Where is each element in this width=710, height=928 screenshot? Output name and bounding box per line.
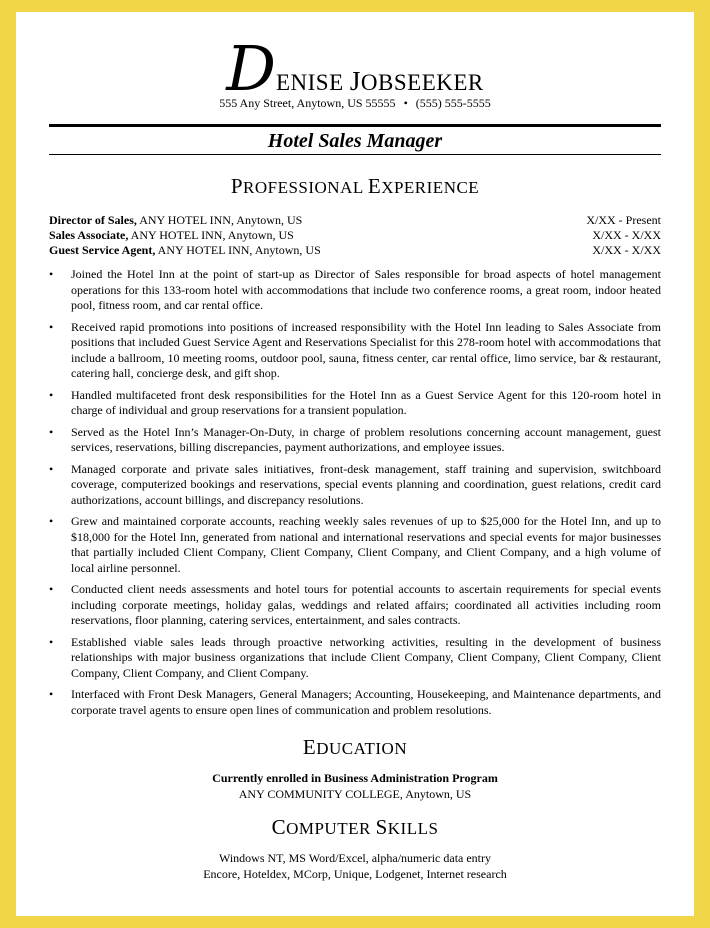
bullet-dot: • bbox=[49, 461, 54, 476]
phone: (555) 555-5555 bbox=[415, 96, 491, 110]
bullet-text: Managed corporate and private sales initiatives, front-desk management, staff training and supervision, switchboard coverage, computerized bookings and reservations, special events planning and coordination, guest relations, credit card authorizations, account billings, and discrepancy resolutions. bbox=[71, 461, 661, 507]
list-item bbox=[49, 514, 661, 576]
job-position bbox=[49, 228, 294, 243]
list-item bbox=[49, 462, 661, 509]
education-program: Currently enrolled in Business Administration Program bbox=[212, 771, 498, 785]
education-school: ANY COMMUNITY COLLEGE, Anytown, US bbox=[238, 786, 472, 801]
list-item bbox=[49, 388, 661, 419]
bullet-text: Handled multifaceted front desk responsibilities for the Hotel Inn as a Guest Service Agent for this 120-room hotel in charge of individual and group reservations for a transient population. bbox=[71, 387, 661, 417]
list-item bbox=[49, 635, 661, 682]
skills-line: Windows NT, MS Word/Excel, alpha/numeric data entry bbox=[218, 851, 492, 865]
address: 555 Any Street, Anytown, US 55555 bbox=[219, 96, 396, 110]
bullet-text: Conducted client needs assessments and hotel tours for potential accounts to ascertain requirements for special events including corporate meetings, holiday galas, weddings and related affairs; coordinated all activities including room reservations, floor planning, catering services, entertainment, and sales contracts. bbox=[71, 582, 661, 627]
section-title-experience bbox=[49, 174, 661, 199]
target-job-title: Hotel Sales Manager bbox=[267, 130, 443, 152]
experience-bullets bbox=[49, 267, 661, 724]
bullet-dot: • bbox=[49, 634, 54, 649]
list-item bbox=[49, 320, 661, 382]
job-title: Sales Associate, bbox=[49, 228, 129, 242]
bullet-text: Grew and maintained corporate accounts, reaching weekly sales revenues of up to $25,000 for the Hotel Inn, and up to $18,000 for the Hotel Inn, generated from national and international reservations and special events for major businesses that partially included Client Company, Client Company, Client Company, and Client Company, and a high volume of local airline personnel. bbox=[71, 514, 661, 575]
name-part-b: OBSEEKER bbox=[360, 70, 484, 95]
contact-line bbox=[49, 96, 661, 111]
job-position bbox=[49, 213, 302, 228]
education-block bbox=[49, 771, 661, 802]
bullet-text: Received rapid promotions into positions of increased responsibility with the Hotel Inn leading to Sales Associate from positions that included Guest Service Agent and Reservations Specialist for this 278-room hotel with accommodations that include a ballroom, 10 meeting rooms, outdoor pool, sauna, fitness center, car rental office, limo service, bar & restaurant, catering hall, concierge desk, and gift shop. bbox=[71, 319, 661, 380]
bullet-dot: • bbox=[49, 424, 54, 439]
section-rest: OMPUTER bbox=[286, 819, 376, 838]
section-cap: C bbox=[271, 815, 287, 839]
bullet-dot: • bbox=[49, 319, 54, 334]
list-item bbox=[49, 267, 661, 314]
section-title-skills bbox=[49, 815, 661, 840]
section-rest: XPERIENCE bbox=[381, 178, 480, 197]
section-cap: E bbox=[302, 735, 317, 759]
name-initial: D bbox=[226, 32, 276, 105]
job-row bbox=[49, 228, 661, 243]
job-employer: ANY HOTEL INN, Anytown, US bbox=[155, 243, 321, 257]
job-title: Director of Sales, bbox=[49, 213, 137, 227]
resume-page bbox=[16, 12, 694, 916]
list-item bbox=[49, 425, 661, 456]
job-row bbox=[49, 213, 661, 228]
job-title: Guest Service Agent, bbox=[49, 243, 156, 257]
divider-thin bbox=[49, 154, 661, 155]
section-rest: ROFESSIONAL bbox=[243, 178, 368, 197]
bullet-dot: • bbox=[49, 387, 54, 402]
bullet-dot: • bbox=[49, 582, 54, 596]
section-rest: DUCATION bbox=[316, 739, 408, 758]
section-rest: KILLS bbox=[387, 819, 439, 838]
job-dates: X/XX - X/XX bbox=[592, 243, 661, 257]
job-row bbox=[49, 243, 661, 258]
job-employer: ANY HOTEL INN, Anytown, US bbox=[136, 213, 303, 227]
job-history bbox=[49, 213, 661, 258]
divider-thick bbox=[49, 124, 661, 127]
bullet-text: Established viable sales leads through proactive networking activities, resulting in the development of business relationships with major business organizations that include Client Company, Client Company, Client Company, Client Company, Client Company, and Client Company. bbox=[71, 634, 661, 680]
section-title-education bbox=[49, 735, 661, 760]
bullet-dot: • bbox=[49, 267, 54, 281]
list-item bbox=[49, 582, 661, 629]
bullet-text: Joined the Hotel Inn at the point of start-up as Director of Sales responsible for broad aspects of hotel management operations for this 133-room hotel with accommodations that include two conference rooms, a great room, indoor heated pool, fitness room, and car rental office. bbox=[71, 267, 661, 312]
job-employer: ANY HOTEL INN, Anytown, US bbox=[128, 228, 294, 242]
skills-line: Encore, Hoteldex, MCorp, Unique, Lodgenet, Internet research bbox=[203, 866, 507, 881]
section-cap: P bbox=[230, 174, 243, 198]
skills-block bbox=[49, 851, 661, 882]
name-part-b-cap: J bbox=[349, 66, 361, 96]
name-part-a: ENISE bbox=[275, 70, 350, 95]
section-cap: S bbox=[375, 815, 388, 839]
job-dates: X/XX - Present bbox=[586, 213, 661, 227]
list-item bbox=[49, 687, 661, 718]
section-cap: E bbox=[367, 174, 382, 198]
bullet-text: Served as the Hotel Inn’s Manager-On-Duty, in charge of problem resolutions concerning account management, guest services, reservations, billing discrepancies, payment authorizations, and employee issues. bbox=[71, 424, 661, 454]
bullet-text: Interfaced with Front Desk Managers, General Managers; Accounting, Housekeeping, and Maintenance departments, and corporate travel agents to ensure open lines of communication and problem resolutions. bbox=[71, 687, 661, 717]
name-rest bbox=[275, 66, 484, 96]
job-position bbox=[49, 243, 321, 258]
bullet-dot: • bbox=[49, 687, 54, 701]
job-dates: X/XX - X/XX bbox=[592, 228, 661, 242]
bullet-dot: • bbox=[49, 514, 54, 528]
contact-separator: • bbox=[403, 96, 408, 110]
